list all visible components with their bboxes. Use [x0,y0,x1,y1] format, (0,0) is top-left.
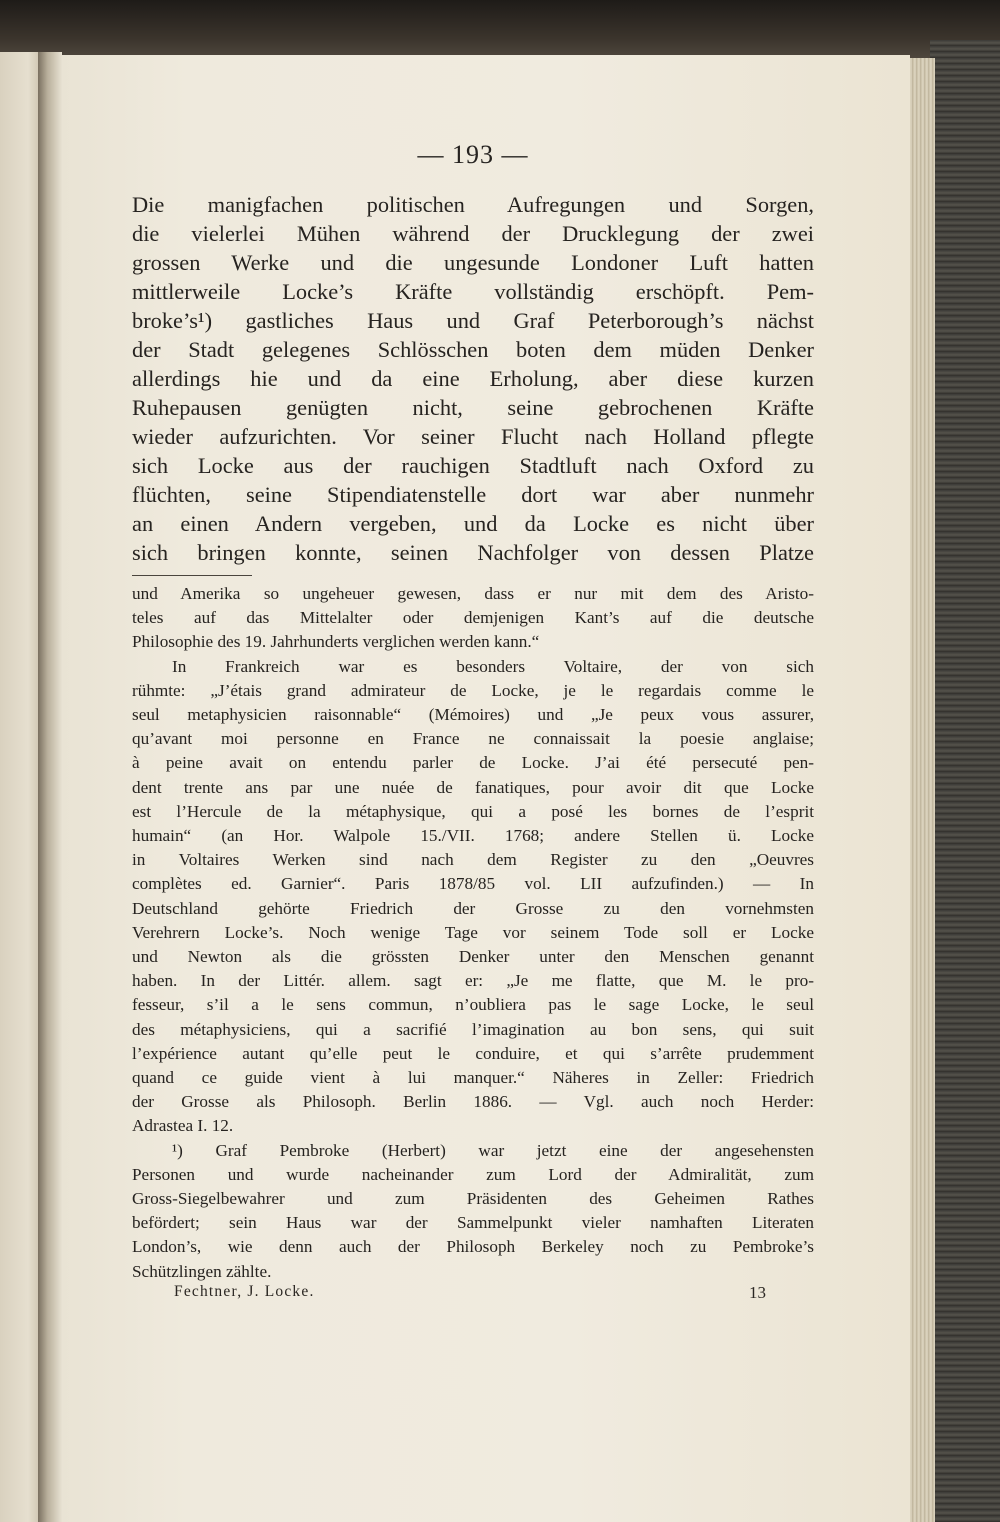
footnotes [132,582,814,1284]
signature-mark: 13 [749,1283,766,1302]
note-line: complètes ed. Garnier“. Paris 1878/85 vol. LII aufzufinden.) — In [132,874,814,894]
note-line: est l’Hercule de la métaphysique, qui a posé les bornes de l’esprit [132,801,814,821]
note-line: haben. In der Littér. allem. sagt er: „Je me flatte, que M. le pro- [132,971,814,991]
note-line: fesseur, s’il a le sens commun, n’oubliera pas le sage Locke, le seul [132,995,814,1015]
text-line: allerdings hie und da eine Erholung, aber diese kurzen [132,366,814,391]
text-line: wieder aufzurichten. Vor seiner Flucht nach Holland pflegte [132,424,814,449]
page-gutter [38,52,62,1522]
note-line: humain“ (an Hor. Walpole 15./VII. 1768; andere Stellen ü. Locke [132,826,814,846]
note-line: des métaphysiciens, qui a sacrifié l’imagination au bon sens, qui suit [132,1019,814,1039]
page-content [132,140,814,1284]
note-line: seul metaphysicien raisonnable“ (Mémoires) und „Je peux vous assurer, [132,705,814,725]
main-text [132,190,814,567]
note-line: In Frankreich war es besonders Voltaire, der von sich [172,656,814,676]
note-line: befördert; sein Haus war der Sammelpunkt vieler namhaften Literaten [132,1213,814,1233]
text-line: die vielerlei Mühen während der Drucklegung der zwei [132,221,814,246]
note-line: à peine avait on entendu parler de Locke. J’ai été persecuté pen- [132,753,814,773]
note-line: Schützlingen zählte. [132,1261,272,1281]
note-line: Personen und wurde nacheinander zum Lord der Admiralität, zum [132,1164,814,1184]
page-number: — 193 — [417,140,529,169]
note-line: Philosophie des 19. Jahrhunderts verglichen werden kann.“ [132,632,540,652]
note-line: in Voltaires Werken sind nach dem Register zu den „Oeuvres [132,850,814,870]
note-line: rühmte: „J’étais grand admirateur de Locke, je le regardais comme le [132,680,814,700]
text-line: an einen Andern vergeben, und da Locke es nicht über [132,511,814,536]
note-line: Verehrern Locke’s. Noch wenige Tage vor seinem Tode soll er Locke [132,922,814,942]
text-line: Ruhepausen genügten nicht, seine gebrochenen Kräfte [132,395,814,420]
note-line: Adrastea I. 12. [132,1116,234,1136]
note-line: quand ce guide vient à lui manquer.“ Näheres in Zeller: Friedrich [132,1068,814,1088]
text-line: sich bringen konnte, seinen Nachfolger von dessen Platze [132,540,814,565]
note-line: der Grosse als Philosoph. Berlin 1886. — Vgl. auch noch Herder: [132,1092,814,1112]
note-line: l’expérience autant qu’elle peut le conduire, et qui s’arrête prudemment [132,1043,814,1063]
note-line: und Newton als die grössten Denker unter den Menschen genannt [132,947,814,967]
text-line: sich Locke aus der rauchigen Stadtluft nach Oxford zu [132,453,814,478]
note-line: dent trente ans par une nuée de fanatiques, pour avoir dit que Locke [132,777,814,797]
facing-page-edge [0,52,40,1522]
text-line: broke’s¹) gastliches Haus und Graf Peterborough’s nächst [132,308,814,333]
footnote-rule [132,575,252,576]
note-line: teles auf das Mittelalter oder demjenigen Kant’s auf die deutsche [132,608,814,628]
text-line: flüchten, seine Stipendiatenstelle dort war aber nunmehr [132,482,814,507]
text-line: mittlerweile Locke’s Kräfte vollständig erschöpft. Pem- [132,279,814,304]
footer-author: Fechtner, J. Locke. [174,1283,315,1300]
text-line: grossen Werke und die ungesunde Londoner Luft hatten [132,250,814,275]
note-line: Deutschland gehörte Friedrich der Grosse zu den vornehmsten [132,898,814,918]
text-line: Die manigfachen politischen Aufregungen und Sorgen, [132,192,814,217]
note-line: und Amerika so ungeheuer gewesen, dass er nur mit dem des Aristo- [132,584,814,603]
book-page [60,55,910,1522]
note-line: ¹) Graf Pembroke (Herbert) war jetzt eine der angesehensten [172,1140,814,1160]
note-line: London’s, wie denn auch der Philosoph Berkeley noch zu Pembroke’s [132,1237,814,1257]
text-line: der Stadt gelegenes Schlösschen boten dem müden Denker [132,337,814,362]
book-spine-edge [930,40,1000,1522]
note-line: Gross-Siegelbewahrer und zum Präsidenten des Geheimen Rathes [132,1189,814,1209]
note-line: qu’avant moi personne en France ne connaissait la poesie anglaise; [132,729,814,749]
